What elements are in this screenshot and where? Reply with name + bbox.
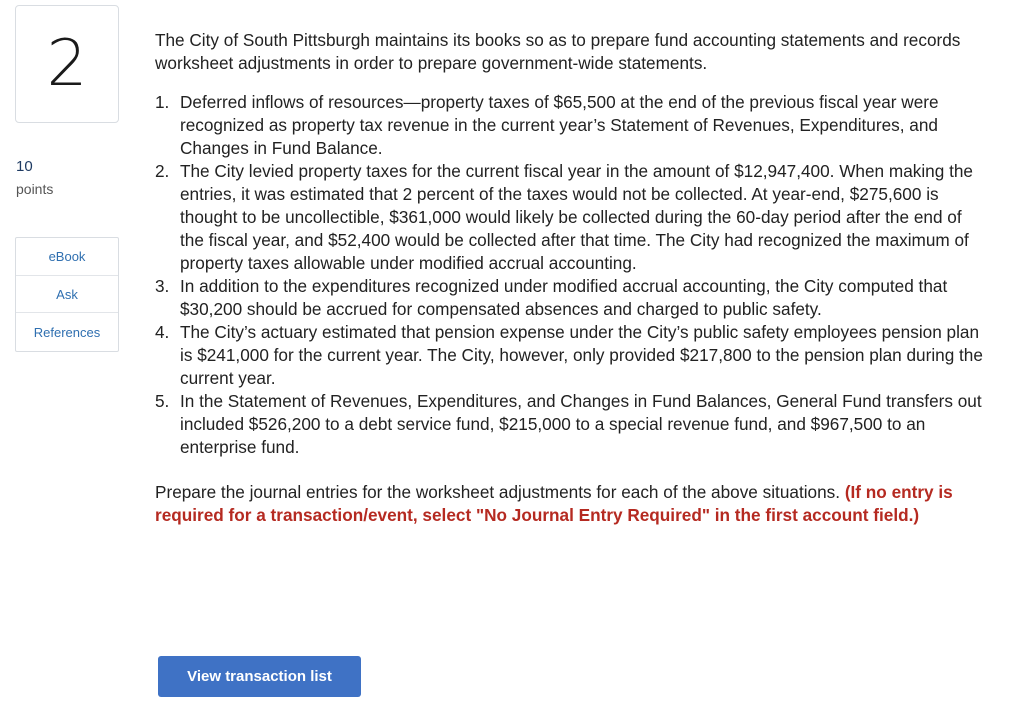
instruction-main: Prepare the journal entries for the worksheet adjustments for each of the above situations. — [155, 482, 841, 502]
item-number: 4. — [155, 322, 170, 342]
problem-item-list — [155, 91, 985, 459]
ebook-link[interactable]: eBook — [16, 238, 118, 276]
instruction-note: (If no entry is required for a transaction/event, select "No Journal Entry Required" in the first account field.) — [155, 482, 953, 525]
item-text: In the Statement of Revenues, Expenditures, and Changes in Fund Balances, General Fund transfers out included $526,200 to a debt service fund, $215,000 to a special revenue fund, and $967,500 to an enterprise fund. — [180, 391, 982, 457]
item-number: 5. — [155, 391, 170, 411]
problem-content — [155, 29, 985, 527]
problem-item — [155, 91, 985, 160]
item-text: The City’s actuary estimated that pension expense under the City’s public safety employees pension plan is $241,000 for the current year. The City, however, only provided $217,800 to the pension plan during the current year. — [180, 322, 983, 388]
problem-item — [155, 390, 985, 459]
item-number: 3. — [155, 276, 170, 296]
item-text: In addition to the expenditures recognized under modified accrual accounting, the City computed that $30,200 should be accrued for compensated absences and charged to public safety. — [180, 276, 948, 319]
problem-item — [155, 321, 985, 390]
item-number: 1. — [155, 92, 170, 112]
question-number: 2 — [46, 27, 88, 101]
item-text: Deferred inflows of resources—property taxes of $65,500 at the end of the previous fiscal year were recognized as property tax revenue in the current year’s Statement of Revenues, Expenditures, and Changes in Fund Balance. — [180, 92, 939, 158]
ask-link[interactable]: Ask — [16, 276, 118, 314]
item-text: The City levied property taxes for the current fiscal year in the amount of $12,947,400. When making the entries, it was estimated that 2 percent of the taxes would not be collected. At year-end, $275,600 is thought to be uncollectible, $361,000 would likely be collected during the 60-day period after the end of the fiscal year, and $52,400 would be collected after that time. The City had recognized the maximum of property taxes allowable under modified accrual accounting. — [180, 161, 973, 273]
item-number: 2. — [155, 161, 170, 181]
problem-item — [155, 160, 985, 275]
references-link[interactable]: References — [33, 324, 101, 340]
points-label: points — [16, 181, 54, 197]
question-number-box — [15, 5, 119, 123]
problem-item — [155, 275, 985, 321]
view-transaction-list-button[interactable]: View transaction list — [158, 656, 361, 697]
instruction-text — [155, 481, 985, 527]
points-value: 10 — [16, 158, 33, 175]
resource-list — [15, 237, 119, 352]
problem-intro: The City of South Pittsburgh maintains its books so as to prepare fund accounting statements and records worksheet adjustments in order to prepare government-wide statements. — [155, 30, 961, 73]
